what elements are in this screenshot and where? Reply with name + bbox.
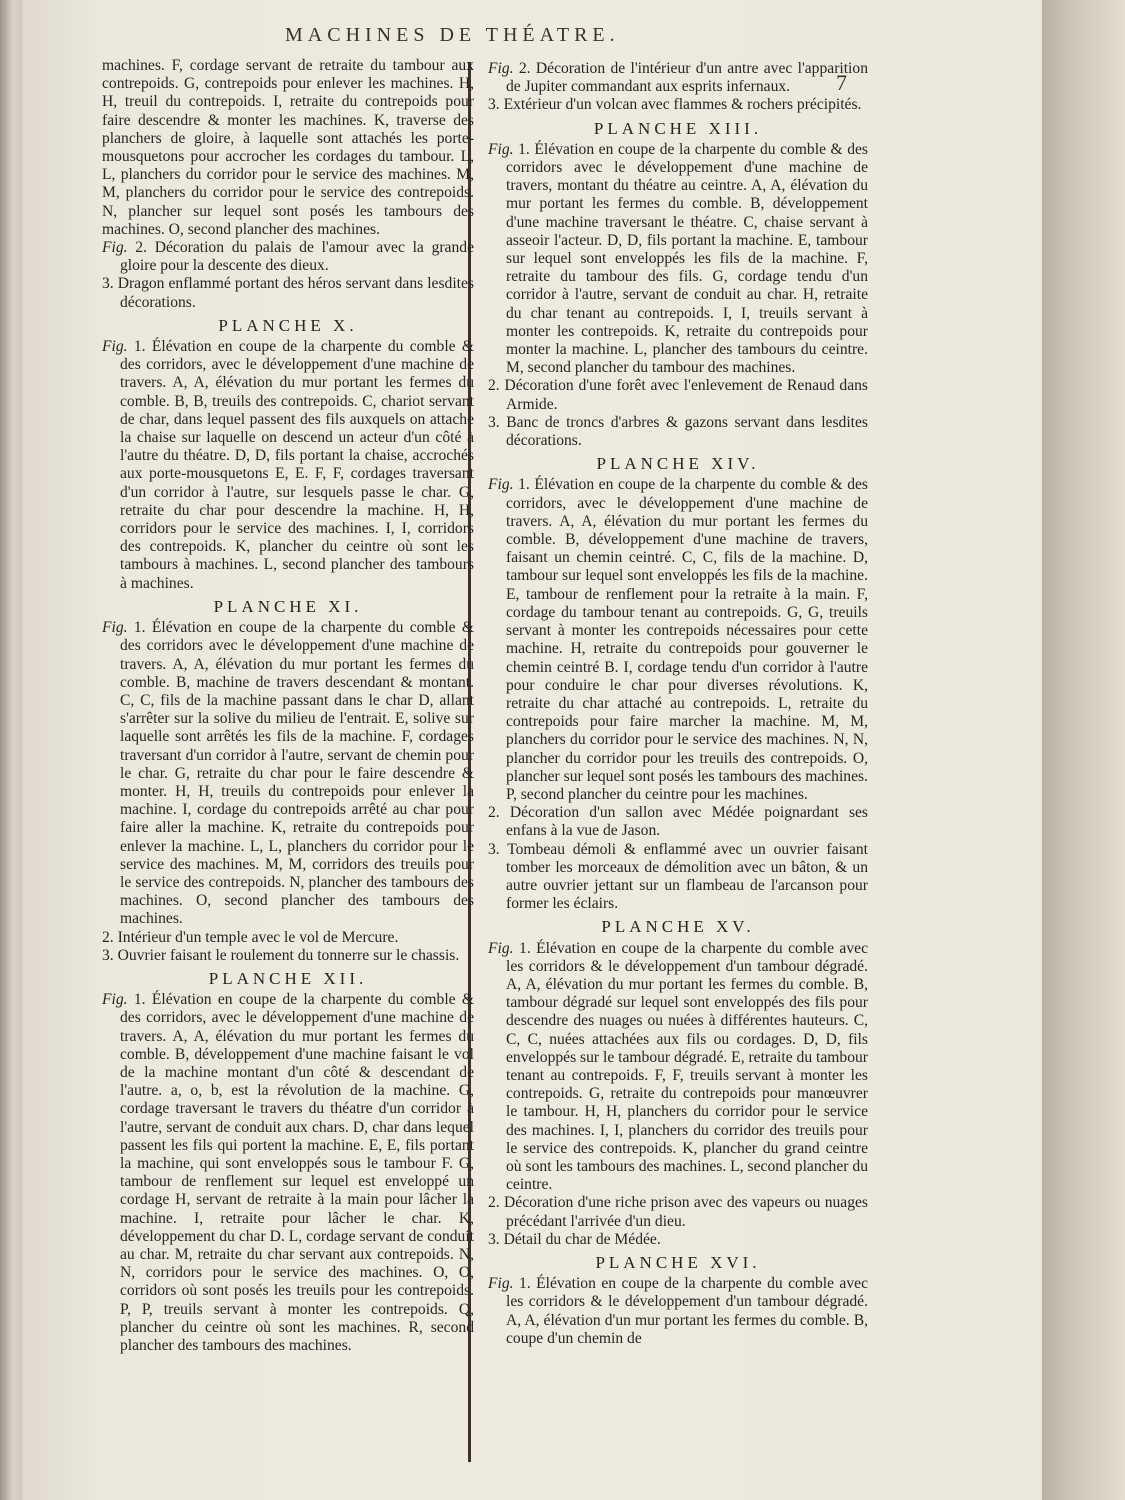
planche-xv-fig-2: 2. Décoration d'une riche prison avec des vapeurs ou nuages précédant l'arrivée d'un dieu. bbox=[488, 1194, 868, 1230]
planche-xi-fig-2: 2. Intérieur d'un temple avec le vol de Mercure. bbox=[102, 928, 399, 946]
fig-label: Fig. bbox=[488, 1275, 514, 1293]
planche-xi-fig-1: Fig. 1. Élévation en coupe de la charpente du comble & des corridors avec le développement d'une machine de travers. A, A, élévation du mur portant les fermes du comble. B, machine de travers descendant & montant. C, C, fils de la machine passant dans le char D, allant s'arrêter sur la solive du milieu de l'entrait. E, solive sur laquelle sont arrêtés les fils de la machine. F, cordages traversant d'un corridor à l'autre, servant de chemin pour le char. G, retraite du char pour le faire descendre & monter. H, H, treuils du contrepoids pour enlever la machine. I, cordage du contrepoids arrêté au char pour faire aller la machine. K, retraite du contrepoids pour enlever la machine. L, L, planchers du corridor pour le service des machines. M, M, corridors des treuils pour le service des contrepoids. N, plancher des tambours des machines. O, second plancher des tambours des machines. bbox=[102, 619, 475, 928]
planche-xiii-fig-1: Fig. 1. Élévation en coupe de la charpente du comble & des corridors avec le développement d'une machine de travers, montant du théatre au ceintre. A, A, élévation du mur portant les fermes du comble. B, développement d'une machine traversant le théatre. C, chaise servant à asseoir l'acteur. D, D, fils portant la machine. E, tambour sur lequel sont enveloppés les fils de la machine. F, retraite du tambour des fils. G, cordage tendu d'un corridor à l'autre, servant de conduit au char. H, retraite du char tenant au contrepoids. I, I, treuils servant à monter les contrepoids. K, retraite du contrepoids pour monter la machine. L, plancher des tambours du ceintre. M, second plancher du tambour des machines. bbox=[488, 140, 868, 377]
previous-page-edge bbox=[0, 0, 22, 1500]
planche-xiv-fig-3: 3. Tombeau démoli & enflammé avec un ouvrier faisant tomber les morceaux de démolition avec un bâton, & un autre ouvrier jettant sur un flambeau de l'arcanson pour former les éclairs. bbox=[488, 840, 868, 913]
fig-label: Fig. bbox=[102, 991, 128, 1009]
intro-fig-3-right: 3. Extérieur d'un volcan avec flammes & rochers précipités. bbox=[488, 96, 862, 114]
planche-xi-fig-3: 3. Ouvrier faisant le roulement du tonnerre sur le chassis. bbox=[102, 946, 460, 964]
intro-fig-2: Fig. 2. Décoration du palais de l'amour avec la grande gloire pour la descente des dieux. bbox=[102, 239, 474, 275]
planche-x-title: PLANCHE X. bbox=[218, 315, 358, 335]
planche-xvi-fig-1: Fig. 1. Élévation en coupe de la charpente du comble avec les corridors & le développement d'un tambour dégradé. A, A, élévation d'un mur portant les fermes du comble. B, coupe d'un chemin de bbox=[488, 1275, 868, 1347]
intro-fig-2-right: Fig. 2. Décoration de l'intérieur d'un antre avec l'apparition de Jupiter commandant aux esprits infernaux. bbox=[488, 60, 868, 96]
planche-xv-fig-3: 3. Détail du char de Médée. bbox=[488, 1230, 661, 1248]
planche-xv-fig-1: Fig. 1. Élévation en coupe de la charpente du comble avec les corridors & le développement d'un tambour dégradé. A, A, élévation du mur portant les fermes du comble. B, tambour dégradé sur lequel sont enveloppés des fils pour descendre des nuages ou nuées à différentes hauteurs. C, C, C, nuées attachées aux fils ou cordages. D, D, fils enveloppés sur le tambour dégradé. E, retraite du tambour tenant au contrepoids. F, F, treuils servant à monter les contrepoids. G, retraite du contrepoids pour manœuvrer le tambour. H, H, planchers du corridor pour le service des machines. I, I, planchers du corridor des treuils pour le service des contrepoids. K, plancher du grand ceintre où sont les tambours des machines. L, second plancher du ceintre. bbox=[488, 939, 868, 1194]
right-column bbox=[488, 60, 868, 1348]
fig-label: Fig. bbox=[488, 939, 514, 957]
book-edge-shadow bbox=[1042, 0, 1125, 1500]
planche-xii-title: PLANCHE XII. bbox=[208, 968, 368, 988]
left-column bbox=[102, 57, 474, 1355]
planche-xiii-fig-3: 3. Banc de troncs d'arbres & gazons servant dans lesdites décorations. bbox=[488, 413, 868, 450]
intro-fig-3: 3. Dragon enflammé portant des héros servant dans lesdites décorations. bbox=[102, 275, 474, 311]
running-head: MACHINES DE THÉATRE. bbox=[285, 24, 620, 46]
page-number: 7 bbox=[836, 70, 847, 95]
planche-x-fig-1: Fig. 1. Élévation en coupe de la charpente du comble & des corridors, avec le développement d'une machine de travers. A, A, élévation du mur portant les fermes du comble. B, B, treuils des contrepoids. C, chariot servant de char, dans lequel passent des fils auxquels on attache la chaise sur laquelle on descend un acteur d'un côté à l'autre du théatre. D, D, fils portant la chaise, accrochés aux porte-mousquetons E, E. F, F, cordages traversant d'un corridor à l'autre, sur lesquels passe le char. G, retraite du char pour descendre la machine. H, H, corridors pour le service des machines. I, I, corridors des contrepoids. K, plancher du ceintre où sont les tambours à machines. L, second plancher des tambours à machines. bbox=[102, 338, 475, 592]
fig-label: Fig. bbox=[488, 60, 514, 77]
planche-xi-title: PLANCHE XI. bbox=[213, 596, 363, 616]
planche-xvi-title: PLANCHE XVI. bbox=[595, 1253, 761, 1272]
planche-xiii-fig-2: 2. Décoration d'une forêt avec l'enlevement de Renaud dans Armide. bbox=[488, 377, 868, 413]
planche-xiii-title: PLANCHE XIII. bbox=[593, 118, 763, 138]
fig-label: Fig. bbox=[102, 338, 128, 356]
planche-xiv-title: PLANCHE XIV. bbox=[596, 454, 760, 474]
planche-xii-fig-1: Fig. 1. Élévation en coupe de la charpente du comble & des corridors, avec le développement d'une machine de travers. A, A, élévation du mur portant les fermes du comble. B, développement d'une machine faisant le vol de la machine montant d'un côté & descendant de l'autre. a, o, b, est la révolution de la machine. G, cordage traversant le travers du théatre d'un corridor à l'autre, servant de conduit aux chars. D, char dans lequel passent les fils qui portent la machine. E, E, fils portant la machine, qui sont enveloppés sous le tambour F. G, tambour de renflement sur lequel est enveloppé un cordage H, servant de retraite à la main pour lâcher la machine. I, retraite pour lâcher le char. K, développement du char D. L, cordage servant de conduit au char. M, retraite du char servant aux contrepoids. N, N, corridors pour le service des machines. O, O, corridors où sont posés les treuils pour les contrepoids. P, P, treuils servant à monter les contrepoids. Q, plancher du ceintre où sont les machines. R, second plancher des tambours des machines. bbox=[102, 991, 475, 1355]
planche-xiv-fig-2: 2. Décoration d'un sallon avec Médée poignardant ses enfans à la vue de Jason. bbox=[488, 804, 868, 840]
fig-label: Fig. bbox=[102, 239, 128, 257]
planche-xv-title: PLANCHE XV. bbox=[601, 917, 755, 937]
fig-label: Fig. bbox=[488, 140, 514, 158]
fig-label: Fig. bbox=[102, 619, 128, 637]
fig-label: Fig. bbox=[488, 476, 514, 494]
intro-continuation: machines. F, cordage servant de retraite du tambour aux contrepoids. G, contrepoids pour enlever les machines. H, H, treuil du contrepoids. I, retraite du contrepoids pour faire descendre & monter les machines. K, traverse des planchers de gloire, à laquelle sont attachés les porte-mousquetons pour accrocher les cordages du tambour. L, L, planchers du corridor pour le service des machines. M, M, planchers du corridor pour le service des contrepoids. N, plancher sur lequel sont posés les tambours des machines. O, second plancher des machines. bbox=[102, 57, 474, 238]
planche-xiv-fig-1: Fig. 1. Élévation en coupe de la charpente du comble & des corridors, avec le développement d'une machine de travers. A, A, élévation du mur portant les fermes du comble. B, développement d'une machine de travers, faisant un chemin ceintré. C, C, fils de la machine. D, tambour sur lequel sont enveloppés les fils de la machine. E, tambour de renflement pour la retraite à la main. F, cordage du tambour tenant au contrepoids. G, G, treuils servant à monter les contrepoids nécessaires pour cette machine. H, retraite du contrepoids pour gouverner le chemin ceintré B. I, cordage tendu d'un corridor à l'autre pour conduire le char pour diverses révolutions. K, retraite du char attaché au contrepoids. L, retraite du contrepoids pour faire marcher la machine. M, M, planchers du corridor pour le service des machines. N, N, plancher du corridor pour les treuils des contrepoids. O, plancher sur lequel sont posés les tambours des machines. P, second plancher du ceintre pour les machines. bbox=[488, 476, 868, 803]
